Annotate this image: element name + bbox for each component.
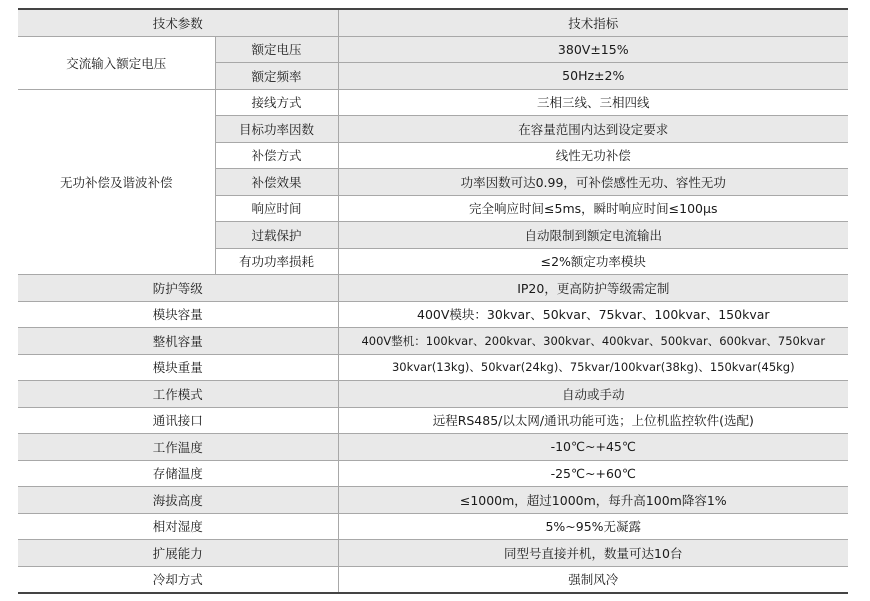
table-row [18, 513, 848, 540]
table-row [18, 275, 848, 302]
row-value: -10℃~+45℃ [338, 434, 848, 461]
row-value: 远程RS485/以太网/通讯功能可选；上位机监控软件(选配) [338, 407, 848, 434]
row-value: 50Hz±2% [338, 63, 848, 90]
row-value: ≤1000m，超过1000m，每升高100m降容1% [338, 487, 848, 514]
row-label: 冷却方式 [18, 566, 338, 593]
group-ac-input: 交流输入额定电压 [18, 36, 215, 89]
row-label: 整机容量 [18, 328, 338, 355]
row-label: 工作模式 [18, 381, 338, 408]
table-row [18, 328, 848, 355]
row-label: 扩展能力 [18, 540, 338, 567]
row-label: 防护等级 [18, 275, 338, 302]
row-label: 补偿方式 [215, 142, 338, 169]
row-label: 额定频率 [215, 63, 338, 90]
row-value: 功率因数可达0.99，可补偿感性无功、容性无功 [338, 169, 848, 196]
row-value: 400V整机：100kvar、200kvar、300kvar、400kvar、500kvar、600kvar、750kvar [338, 328, 848, 355]
spec-table-container [18, 8, 848, 594]
table-row [18, 487, 848, 514]
row-label: 接线方式 [215, 89, 338, 116]
row-label: 目标功率因数 [215, 116, 338, 143]
row-label: 海拔高度 [18, 487, 338, 514]
row-label: 工作温度 [18, 434, 338, 461]
table-header-row [18, 9, 848, 36]
table-row [18, 36, 848, 63]
group-compensation: 无功补偿及谐波补偿 [18, 89, 215, 275]
row-value: 三相三线、三相四线 [338, 89, 848, 116]
row-value: 400V模块：30kvar、50kvar、75kvar、100kvar、150kvar [338, 301, 848, 328]
row-value: 在容量范围内达到设定要求 [338, 116, 848, 143]
row-label: 模块容量 [18, 301, 338, 328]
row-label: 响应时间 [215, 195, 338, 222]
row-value: 380V±15% [338, 36, 848, 63]
table-row [18, 381, 848, 408]
row-value: 自动限制到额定电流输出 [338, 222, 848, 249]
row-label: 有功功率损耗 [215, 248, 338, 275]
row-value: 自动或手动 [338, 381, 848, 408]
row-value: -25℃~+60℃ [338, 460, 848, 487]
header-param: 技术参数 [18, 9, 338, 36]
row-label: 通讯接口 [18, 407, 338, 434]
row-value: 强制风冷 [338, 566, 848, 593]
row-value: 同型号直接并机，数量可达10台 [338, 540, 848, 567]
row-label: 模块重量 [18, 354, 338, 381]
row-label: 存储温度 [18, 460, 338, 487]
table-row [18, 89, 848, 116]
row-value: 完全响应时间≤5ms，瞬时响应时间≤100μs [338, 195, 848, 222]
table-row [18, 566, 848, 593]
table-row [18, 540, 848, 567]
table-row [18, 460, 848, 487]
row-value: IP20，更高防护等级需定制 [338, 275, 848, 302]
row-value: ≤2%额定功率模块 [338, 248, 848, 275]
row-label: 额定电压 [215, 36, 338, 63]
table-row [18, 354, 848, 381]
spec-table [18, 8, 848, 594]
row-label: 补偿效果 [215, 169, 338, 196]
row-value: 5%~95%无凝露 [338, 513, 848, 540]
row-label: 相对湿度 [18, 513, 338, 540]
header-spec: 技术指标 [338, 9, 848, 36]
table-row [18, 407, 848, 434]
row-value: 线性无功补偿 [338, 142, 848, 169]
table-row [18, 301, 848, 328]
table-row [18, 434, 848, 461]
row-value: 30kvar(13kg)、50kvar(24kg)、75kvar/100kvar(38kg)、150kvar(45kg) [338, 354, 848, 381]
row-label: 过载保护 [215, 222, 338, 249]
